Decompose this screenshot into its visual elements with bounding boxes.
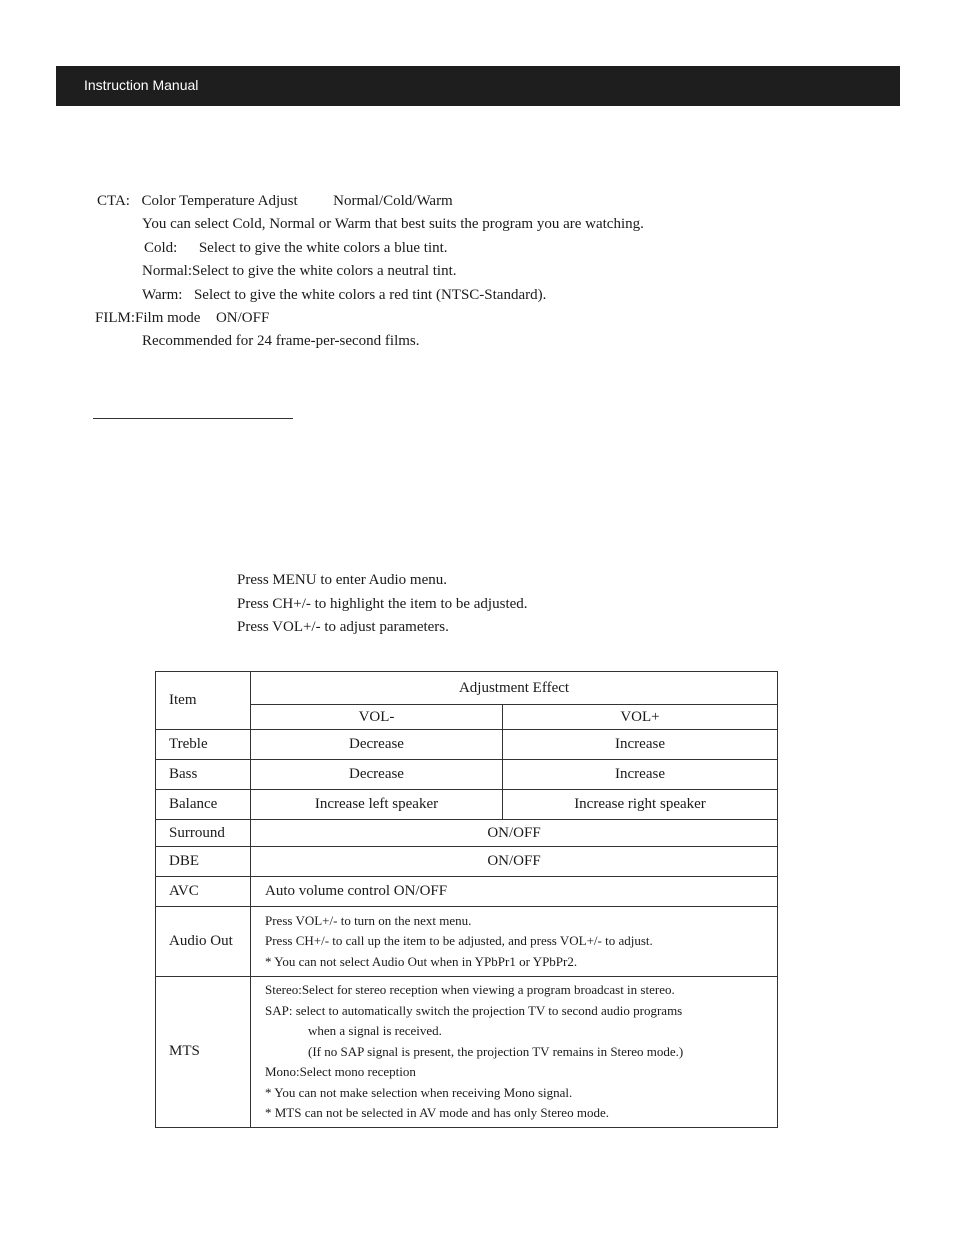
section-divider: [93, 418, 293, 419]
cta-label: CTA:: [97, 193, 130, 209]
bass-vol-plus: Increase: [503, 760, 778, 790]
header-vol-minus: VOL-: [251, 705, 503, 730]
step-2: Press CH+/- to highlight the item to be adjusted.: [237, 596, 528, 612]
audio-out-line-2: Press CH+/- to call up the item to be adjusted, and press VOL+/- to adjust.: [265, 933, 653, 949]
item-surround: Surround: [156, 820, 251, 847]
header-bar: [56, 66, 900, 106]
table-row-mts: [156, 977, 778, 1128]
mts-line-note-1: * You can not make selection when receiving Mono signal.: [265, 1084, 573, 1100]
table-row-balance: [156, 790, 778, 820]
treble-vol-minus: Decrease: [251, 730, 503, 760]
cta-line: [97, 192, 453, 210]
item-bass: Bass: [156, 760, 251, 790]
table-row-avc: [156, 877, 778, 907]
item-mts: MTS: [156, 977, 251, 1128]
film-values: ON/OFF: [215, 310, 270, 326]
treble-vol-plus: Increase: [503, 730, 778, 760]
header-item: Item: [156, 672, 251, 730]
table-row-audio-out: [156, 907, 778, 977]
table-row-treble: [156, 730, 778, 760]
cold-text: Select to give the white colors a blue tint.: [198, 240, 448, 256]
normal-line: [142, 262, 457, 280]
audio-out-line-3: * You can not select Audio Out when in YPbPr1 or YPbPr2.: [265, 953, 578, 969]
bass-vol-minus: Decrease: [251, 760, 503, 790]
table-row-surround: [156, 820, 778, 847]
mts-line-note-2: * MTS can not be selected in AV mode and has only Stereo mode.: [265, 1105, 609, 1120]
item-balance: Balance: [156, 790, 251, 820]
audio-out-line-1: Press VOL+/- to turn on the next menu.: [265, 912, 472, 928]
mts-line-stereo: Stereo:Select for stereo reception when viewing a program broadcast in stereo.: [265, 982, 675, 997]
dbe-effect: ON/OFF: [251, 847, 778, 877]
film-line: [95, 309, 269, 327]
item-treble: Treble: [156, 730, 251, 760]
mts-effect: [251, 977, 778, 1128]
item-avc: AVC: [156, 877, 251, 907]
warm-label: Warm:: [142, 287, 183, 303]
mts-line-mono: Mono:Select mono reception: [265, 1064, 416, 1079]
audio-out-effect: [251, 907, 778, 977]
item-audio-out: Audio Out: [156, 907, 251, 977]
film-description: Recommended for 24 frame-per-second films.: [142, 333, 420, 349]
mts-line-sap-note: (If no SAP signal is present, the projection TV remains in Stereo mode.): [308, 1043, 684, 1059]
balance-vol-minus: Increase left speaker: [251, 790, 503, 820]
table-row-bass: [156, 760, 778, 790]
film-name: Film mode: [135, 310, 201, 326]
cold-label: Cold:: [144, 240, 178, 256]
header-title: Instruction Manual: [84, 77, 199, 93]
cta-description: You can select Cold, Normal or Warm that best suits the program you are watching.: [142, 216, 644, 232]
mts-line-sap: SAP: select to automatically switch the projection TV to second audio programs: [265, 1002, 683, 1018]
header-vol-plus: VOL+: [503, 705, 778, 730]
item-dbe: DBE: [156, 847, 251, 877]
cold-line: [144, 239, 448, 257]
step-3: Press VOL+/- to adjust parameters.: [237, 619, 449, 635]
avc-effect: Auto volume control ON/OFF: [251, 877, 778, 907]
normal-label: Normal:: [142, 263, 192, 279]
cta-name: Color Temperature Adjust: [141, 193, 298, 209]
step-1: Press MENU to enter Audio menu.: [237, 572, 447, 588]
cta-values: Normal/Cold/Warm: [333, 193, 453, 209]
film-label: FILM:: [95, 310, 136, 326]
audio-table-wrapper: [155, 671, 777, 1130]
warm-line: [142, 286, 546, 304]
balance-vol-plus: Increase right speaker: [503, 790, 778, 820]
audio-adjustment-table: [155, 671, 778, 1128]
normal-text: Select to give the white colors a neutral tint.: [192, 263, 457, 279]
surround-effect: ON/OFF: [251, 820, 778, 847]
table-header-row: [156, 672, 778, 705]
table-row-dbe: [156, 847, 778, 877]
warm-text: Select to give the white colors a red tint (NTSC-Standard).: [193, 287, 547, 303]
header-adjustment-effect: Adjustment Effect: [251, 672, 778, 705]
mts-line-sap-cont: when a signal is received.: [308, 1023, 442, 1038]
